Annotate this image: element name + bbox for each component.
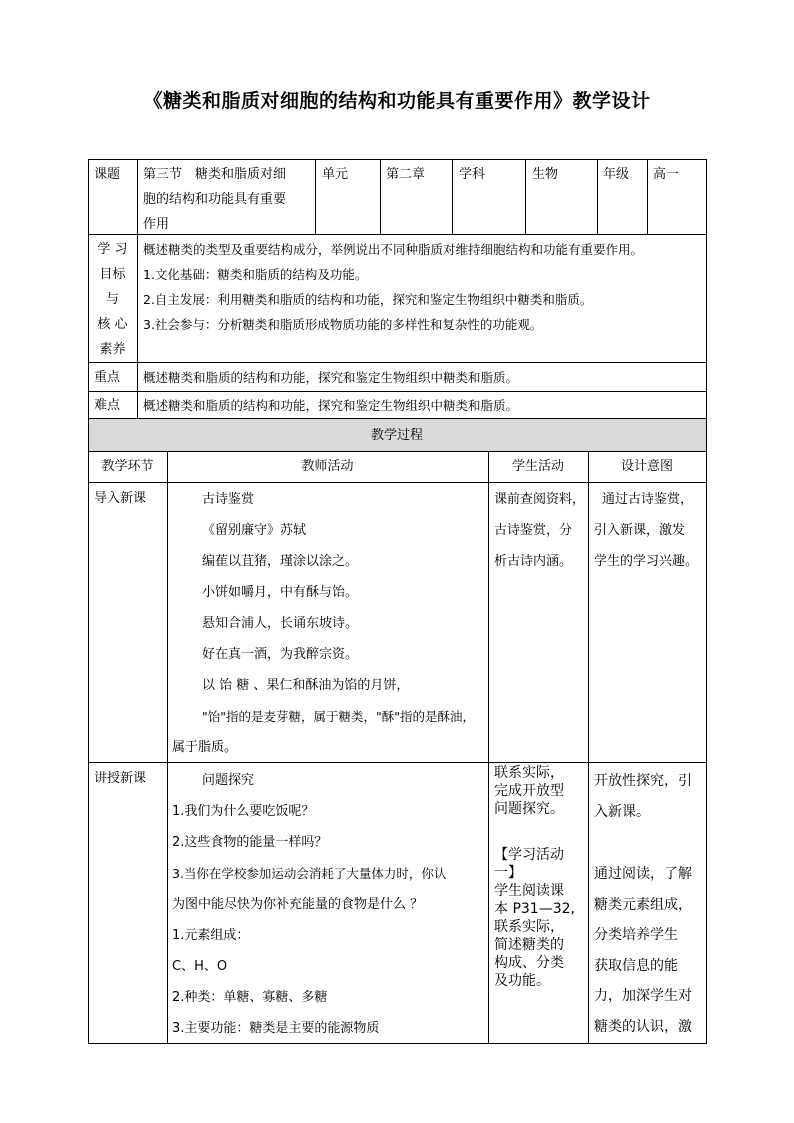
student-line: 【学习活动: [494, 847, 564, 863]
student-line: 构成、分类: [494, 955, 564, 971]
student-line: 简述糖类的: [494, 937, 564, 953]
lecture-teacher: [172, 765, 484, 1044]
intent-line: 学生的学习兴趣。: [594, 554, 699, 569]
intent-line: 通过古诗鉴赏，: [602, 492, 694, 507]
intent-line: 力，加深学生对: [594, 988, 692, 1004]
lecture-stage: 讲授新课: [94, 771, 147, 786]
column-header-teacher: 教师活动: [301, 459, 354, 474]
grade-label: 年级: [603, 167, 630, 182]
teacher-line: 小饼如嚼月，中有酥与饴。: [202, 585, 359, 600]
intent-line: 分类培养学生: [594, 927, 678, 943]
intro-student: [494, 484, 585, 577]
table-rule: [380, 159, 381, 235]
teacher-line: 为图中能尽快为你补充能量的食物是什么 ？: [172, 897, 424, 912]
intro-teacher: [172, 484, 484, 763]
goals-line: 2.自主发展：利用糖类和脂质的结构和功能，探究和鉴定生物组织中糖类和脂质。: [143, 292, 593, 307]
student-line: 析古诗内涵。: [494, 554, 573, 569]
intent-line: 引入新课，激发: [594, 523, 686, 538]
student-line: 联系实际，: [494, 765, 564, 781]
table-rule: [315, 159, 316, 235]
table-rule: [88, 391, 707, 392]
student-line: 及功能。: [494, 973, 550, 989]
lecture-intent-b: [594, 859, 692, 1042]
teacher-line: 属于脂质。: [172, 740, 238, 755]
teacher-line: 问题探究: [202, 773, 255, 788]
student-line: 本 P31—32,: [494, 901, 575, 917]
key-point-text: 概述糖类和脂质的结构和功能，探究和鉴定生物组织中糖类和脂质。: [143, 370, 519, 385]
topic-label: 课题: [94, 167, 121, 182]
intent-line: 通过阅读，了解: [594, 866, 692, 882]
unit-label: 单元: [322, 167, 349, 182]
teacher-line: 2.种类：单糖、寡糖、多糖: [172, 990, 328, 1005]
goals-label-line: 核 心: [97, 317, 128, 332]
key-point-label: 重点: [94, 370, 121, 385]
intro-intent: [594, 484, 698, 577]
goals-line: 概述糖类的类型及重要结构成分，举例说出不同种脂质对维持细胞结构和功能有重要作用。: [143, 242, 644, 257]
table-rule: [167, 451, 168, 1044]
student-line: 学生阅读课: [494, 883, 564, 899]
table-rule: [452, 159, 453, 235]
student-line: 完成开放型: [494, 783, 564, 799]
table-rule: [88, 362, 707, 363]
topic-value-line: 胞的结构和功能具有重要: [143, 192, 287, 207]
subject-label: 学科: [459, 167, 486, 182]
student-line: 课前查阅资料，: [494, 492, 586, 507]
teacher-line: 好在真一酒，为我醉宗资。: [202, 647, 359, 662]
teacher-line: 2.这些食物的能量一样吗？: [172, 835, 328, 850]
lecture-intent-a: [594, 766, 692, 828]
topic-value-line: 作用: [143, 217, 170, 232]
subject-value: 生物: [532, 167, 559, 182]
goals-label-line: 与: [105, 292, 119, 307]
goals-label: [88, 237, 137, 362]
intent-line: 入新课。: [594, 804, 650, 820]
intro-stage: 导入新课: [94, 491, 147, 506]
teacher-line: 1.我们为什么要吃饭呢？: [172, 804, 315, 819]
process-title: 教学过程: [370, 428, 423, 443]
difficult-point-text: 概述糖类和脂质的结构和功能，探究和鉴定生物组织中糖类和脂质。: [143, 398, 519, 413]
teacher-line: 3.主要功能：糖类是主要的能源物质: [172, 1021, 380, 1036]
teacher-line: 编萑以苴猪，瑾涂以涂之。: [202, 554, 359, 569]
table-rule: [137, 159, 138, 419]
column-header-student: 学生活动: [511, 459, 564, 474]
student-line: 一】: [494, 865, 522, 881]
table-rule: [647, 159, 648, 235]
lecture-student-b: [494, 846, 575, 990]
teacher-line: 古诗鉴赏: [202, 492, 255, 507]
column-header-intent: 设计意图: [620, 459, 673, 474]
goals-label-line: 学 习: [97, 242, 128, 257]
topic-value-line: 第三节 糖类和脂质对细: [143, 167, 287, 182]
table-rule: [588, 451, 589, 1044]
unit-value: 第二章: [386, 167, 426, 182]
intent-line: 糖类的认识，激: [594, 1018, 692, 1035]
goals-label-line: 素养: [99, 342, 126, 357]
table-rule: [88, 418, 707, 419]
intent-line: 获取信息的能: [594, 957, 678, 974]
difficult-point-label: 难点: [94, 398, 121, 413]
table-rule: [88, 451, 707, 452]
table-rule: [525, 159, 526, 235]
document-title: 《糖类和脂质对细胞的结构和功能具有重要作用》教学设计: [143, 90, 651, 112]
table-rule: [597, 159, 598, 235]
lecture-student-a: [494, 764, 564, 818]
teacher-line: 1.元素组成：: [172, 928, 250, 943]
intent-line: 糖类元素组成，: [594, 896, 692, 913]
grade-value: 高一: [653, 167, 680, 182]
teacher-line: 3.当你在学校参加运动会消耗了大量体力时，你认: [172, 866, 447, 881]
teacher-line: 《留别廉守》苏轼: [202, 523, 307, 538]
table-border-right: [706, 159, 707, 1044]
teacher-line: 以 饴 糖 、果仁和酥油为馅的月饼，: [202, 678, 410, 693]
column-header-stage: 教学环节: [101, 459, 154, 474]
goals-label-line: 目标: [99, 267, 126, 282]
student-line: 联系实际，: [494, 919, 564, 935]
goals-text: [143, 237, 643, 337]
student-line: 问题探究。: [494, 801, 564, 817]
goals-line: 3.社会参与：分析糖类和脂质形成物质功能的多样性和复杂性的功能观。: [143, 317, 543, 332]
topic-value: [143, 162, 286, 237]
intent-line: 开放性探究，引: [594, 773, 692, 789]
teacher-line: C、H、O: [172, 959, 228, 974]
table-rule: [488, 451, 489, 1044]
table-border-top: [88, 159, 707, 160]
teacher-line: "饴"指的是麦芽糖，属于糖类，"酥"指的是酥油，: [202, 709, 475, 724]
goals-line: 1.文化基础：糖类和脂质的结构及功能。: [143, 267, 368, 282]
student-line: 古诗鉴赏，分: [494, 523, 573, 538]
table-rule: [88, 482, 707, 483]
teacher-line: 悬知合浦人，长诵东坡诗。: [202, 616, 359, 631]
